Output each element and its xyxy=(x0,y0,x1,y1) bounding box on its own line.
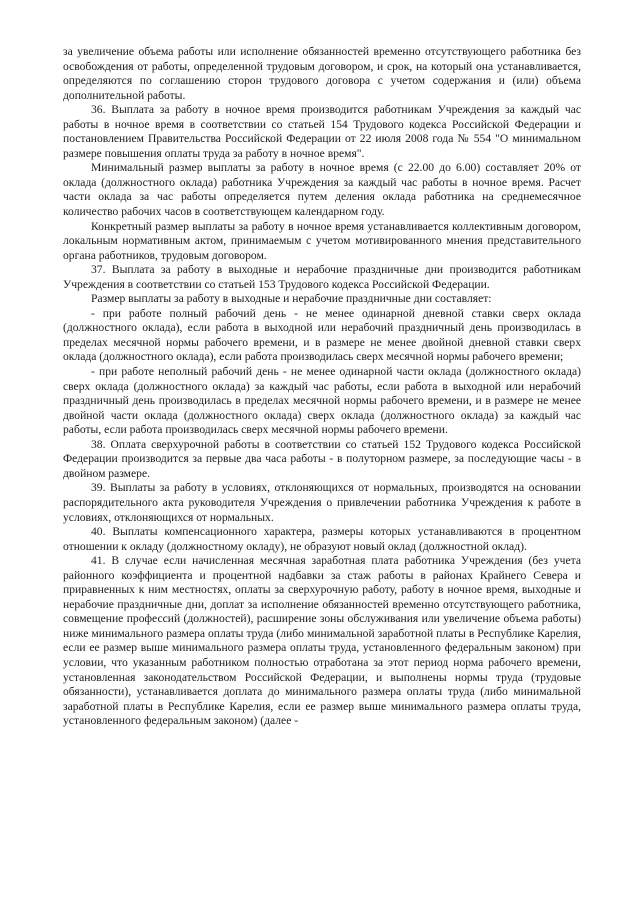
paragraph-36: 36. Выплата за работу в ночное время производится работникам Учреждения за каждый час работы в ночное время в соответствии со статьей 154 Трудового кодекса Российской Федерации и постановлением Правительства Российской Федерации от 22 июля 2008 года № 554 "О минимальном размере повышения оплаты труда за работу в ночное время". xyxy=(63,103,581,160)
document-page xyxy=(63,45,581,729)
paragraph-full-day: - при работе полный рабочий день - не менее одинарной дневной ставки сверх оклада (должностного оклада), если работа в выходной или нерабочий праздничный день производилась в пределах месячной нормы рабочего времени, и в размере не менее двойной дневной ставки сверх оклада (должностного оклада), если работа производилась сверх месячной нормы рабочего времени; xyxy=(63,306,581,364)
paragraph-39: 39. Выплаты за работу в условиях, отклоняющихся от нормальных, производятся на основании распорядительного акта руководителя Учреждения о привлечении работника Учреждения к работе в условиях, отклоняющихся от нормальных. xyxy=(63,481,581,524)
paragraph-38: 38. Оплата сверхурочной работы в соответствии со статьей 152 Трудового кодекса Российской Федерации производится за первые два часа работы - в полуторном размере, за последующие часы - в двойном размере. xyxy=(63,437,581,480)
paragraph-holiday-size: Размер выплаты за работу в выходные и нерабочие праздничные дни составляет: xyxy=(91,292,492,306)
paragraph-night-specific: Конкретный размер выплаты за работу в ночное время устанавливается коллективным договором, локальным нормативным актом, принимаемым с учетом мотивированного мнения представительного органа работников, трудовым договором. xyxy=(63,219,581,262)
paragraph-41: 41. В случае если начисленная месячная заработная плата работника Учреждения (без учета районного коэффициента и процентной надбавки за стаж работы в районах Крайнего Севера и приравненных к ним местностях, оплаты за сверхурочную работу, работу в ночное время, выходные и нерабочие праздничные дни, доплат за исполнение обязанностей временно отсутствующего работника, совмещение профессий (должностей), расширение зоны обслуживания или увеличение объема работы) ниже минимального размера оплаты труда (либо минимальной заработной платы в Республике Карелия, если ее размер выше минимального размера оплаты труда, установленного федеральным законом) при условии, что указанным работником полностью отработана за этот период норма рабочего времени, установленная законодательством Российской Федерации, и выполнены нормы труда (трудовые обязанности), устанавливается доплата до минимального размера оплаты труда (либо минимальной заработной платы в Республике Карелия, если ее размер выше минимального размера оплаты труда, установленного федеральным законом) (далее - xyxy=(63,554,581,728)
paragraph-37: 37. Выплата за работу в выходные и нерабочие праздничные дни производится работникам Учреждения в соответствии со статьей 153 Трудового кодекса Российской Федерации. xyxy=(63,263,581,291)
paragraph-continuation: за увеличение объема работы или исполнение обязанностей временно отсутствующего работника без освобождения от работы, определенной трудовым договором, и срок, на который она устанавливается, определяются по соглашению сторон трудового договора с учетом содержания и (или) объема дополнительной работы. xyxy=(63,45,581,102)
paragraph-night-minimum: Минимальный размер выплаты за работу в ночное время (с 22.00 до 6.00) составляет 20% от оклада (должностного оклада) работника Учреждения за каждый час работы в ночное время. Расчет части оклада за час работы определяется путем деления оклада работника на среднемесячное количество рабочих часов в соответствующем календарном году. xyxy=(63,161,581,219)
paragraph-40: 40. Выплаты компенсационного характера, размеры которых устанавливаются в процентном отношении к окладу (должностному окладу), не образуют новый оклад (должностной оклад). xyxy=(63,525,581,553)
paragraph-part-day: - при работе неполный рабочий день - не менее одинарной части оклада (должностного оклада) сверх оклада (должностного оклада) за каждый час работы, если работа в выходной или нерабочий праздничный день производилась в пределах месячной нормы рабочего времени, и в размере не менее двойной части оклада (должностного оклада) сверх оклада (должностного оклада) за каждый час работы, если работа производилась сверх месячной нормы рабочего времени. xyxy=(63,365,581,437)
